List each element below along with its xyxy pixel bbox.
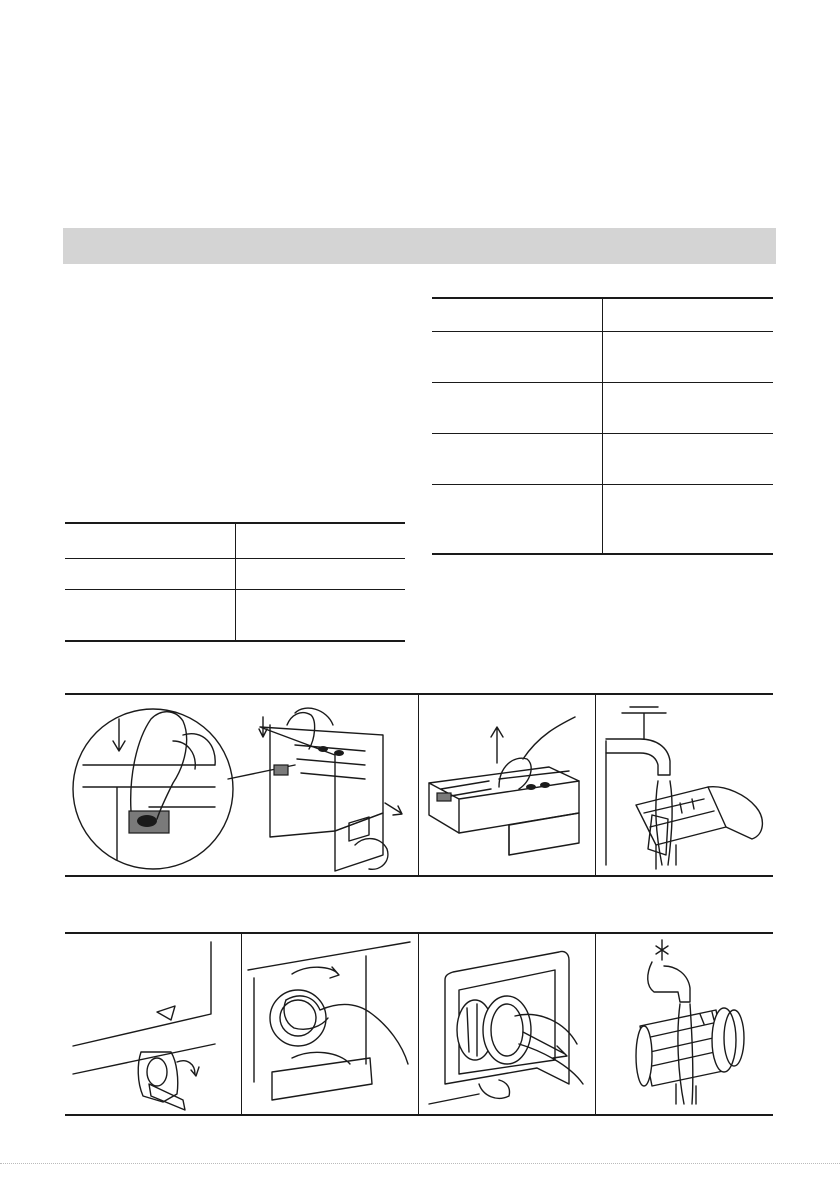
table-cell xyxy=(65,523,236,558)
filter-rinse-icon xyxy=(596,934,773,1114)
table-cell xyxy=(432,382,603,433)
table-row xyxy=(432,433,773,484)
detergent-drawer-release-icon xyxy=(65,695,417,875)
table-cell xyxy=(603,484,774,554)
table-cell xyxy=(432,298,603,331)
table-cell xyxy=(236,523,406,558)
filter-cleaning-figure xyxy=(65,932,773,1116)
table-row xyxy=(432,484,773,554)
table-row xyxy=(432,298,773,331)
table-row xyxy=(432,382,773,433)
rinse-under-tap-icon xyxy=(596,695,773,875)
table-cell xyxy=(65,558,236,589)
table-cell xyxy=(603,298,774,331)
drawer-insert-lift-icon xyxy=(419,695,595,875)
table-cell xyxy=(603,433,774,484)
page-bottom-edge xyxy=(0,1163,840,1164)
table-cell xyxy=(432,484,603,554)
table-cell xyxy=(236,558,406,589)
table-row xyxy=(432,331,773,382)
table-row xyxy=(65,589,405,641)
filter-unscrew-icon xyxy=(242,934,418,1114)
table-cell xyxy=(236,589,406,641)
left-table xyxy=(65,522,405,642)
right-table xyxy=(432,297,773,555)
table-cell xyxy=(603,382,774,433)
table-row xyxy=(65,558,405,589)
filter-cover-open-icon xyxy=(65,934,241,1114)
table-row xyxy=(65,523,405,558)
section-heading-bar xyxy=(63,228,776,264)
dispenser-cleaning-figure xyxy=(65,693,773,877)
table-cell xyxy=(603,331,774,382)
filter-pull-out-icon xyxy=(419,934,595,1114)
table-cell xyxy=(65,589,236,641)
table-cell xyxy=(432,331,603,382)
table-cell xyxy=(432,433,603,484)
